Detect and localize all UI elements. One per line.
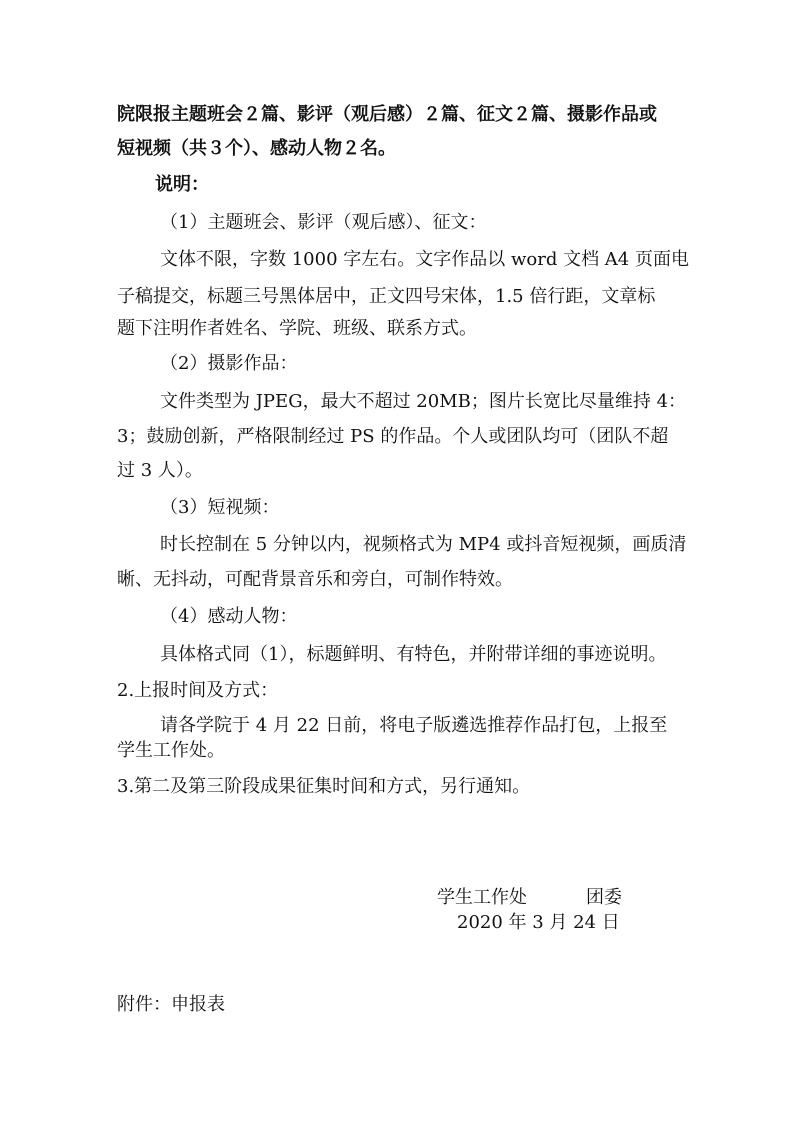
- section-2-line-3: 过 3 人）。: [117, 460, 203, 481]
- intro-line-1: 院限报主题班会２篇、影评（观后感）２篇、征文２篇、摄影作品或: [117, 104, 657, 125]
- section-4-heading: （4）感动人物：: [160, 606, 298, 627]
- intro-line-2: 短视频（共３个）、感动人物２名。: [117, 138, 396, 159]
- section-4-line-1: 具体格式同（1），标题鲜明、有特色，并附带详细的事迹说明。: [160, 644, 667, 665]
- section-1-line-1: 文体不限，字数 1000 字左右。文字作品以 word 文档 A4 页面电: [160, 249, 689, 270]
- section-3-line-2: 晰、无抖动，可配背景音乐和旁白，可制作特效。: [117, 569, 513, 590]
- item-2-line-1: 请各学院于 4 月 22 日前，将电子版遴选推荐作品打包，上报至: [160, 715, 668, 736]
- signature-org-1: 学生工作处: [437, 887, 527, 908]
- note-label: 说明：: [155, 174, 209, 195]
- section-1-line-3: 题下注明作者姓名、学院、班级、联系方式。: [117, 318, 477, 339]
- signature-org-2: 团委: [586, 887, 622, 908]
- item-2-line-2: 学生工作处。: [117, 740, 225, 761]
- item-2-heading: 2.上报时间及方式：: [117, 680, 279, 701]
- section-3-line-1: 时长控制在 5 分钟以内，视频格式为 MP4 或抖音短视频，画质清: [160, 534, 687, 555]
- section-2-line-1: 文件类型为 JPEG，最大不超过 20MB；图片长宽比尽量维持 4：: [160, 391, 687, 412]
- signature-date: 2020 年 3 月 24 日: [457, 912, 620, 933]
- item-3: 3.第二及第三阶段成果征集时间和方式，另行通知。: [117, 776, 531, 797]
- attachment-label: 附件：申报表: [117, 994, 225, 1015]
- section-2-line-2: 3；鼓励创新，严格限制经过 PS 的作品。个人或团队均可（团队不超: [117, 426, 669, 447]
- section-2-heading: （2）摄影作品：: [160, 353, 298, 374]
- section-3-heading: （3）短视频：: [160, 497, 280, 518]
- section-1-line-2: 子稿提交，标题三号黑体居中，正文四号宋体，1.5 倍行距，文章标: [117, 286, 656, 307]
- section-1-heading: （1）主题班会、影评（观后感）、征文：: [160, 212, 487, 233]
